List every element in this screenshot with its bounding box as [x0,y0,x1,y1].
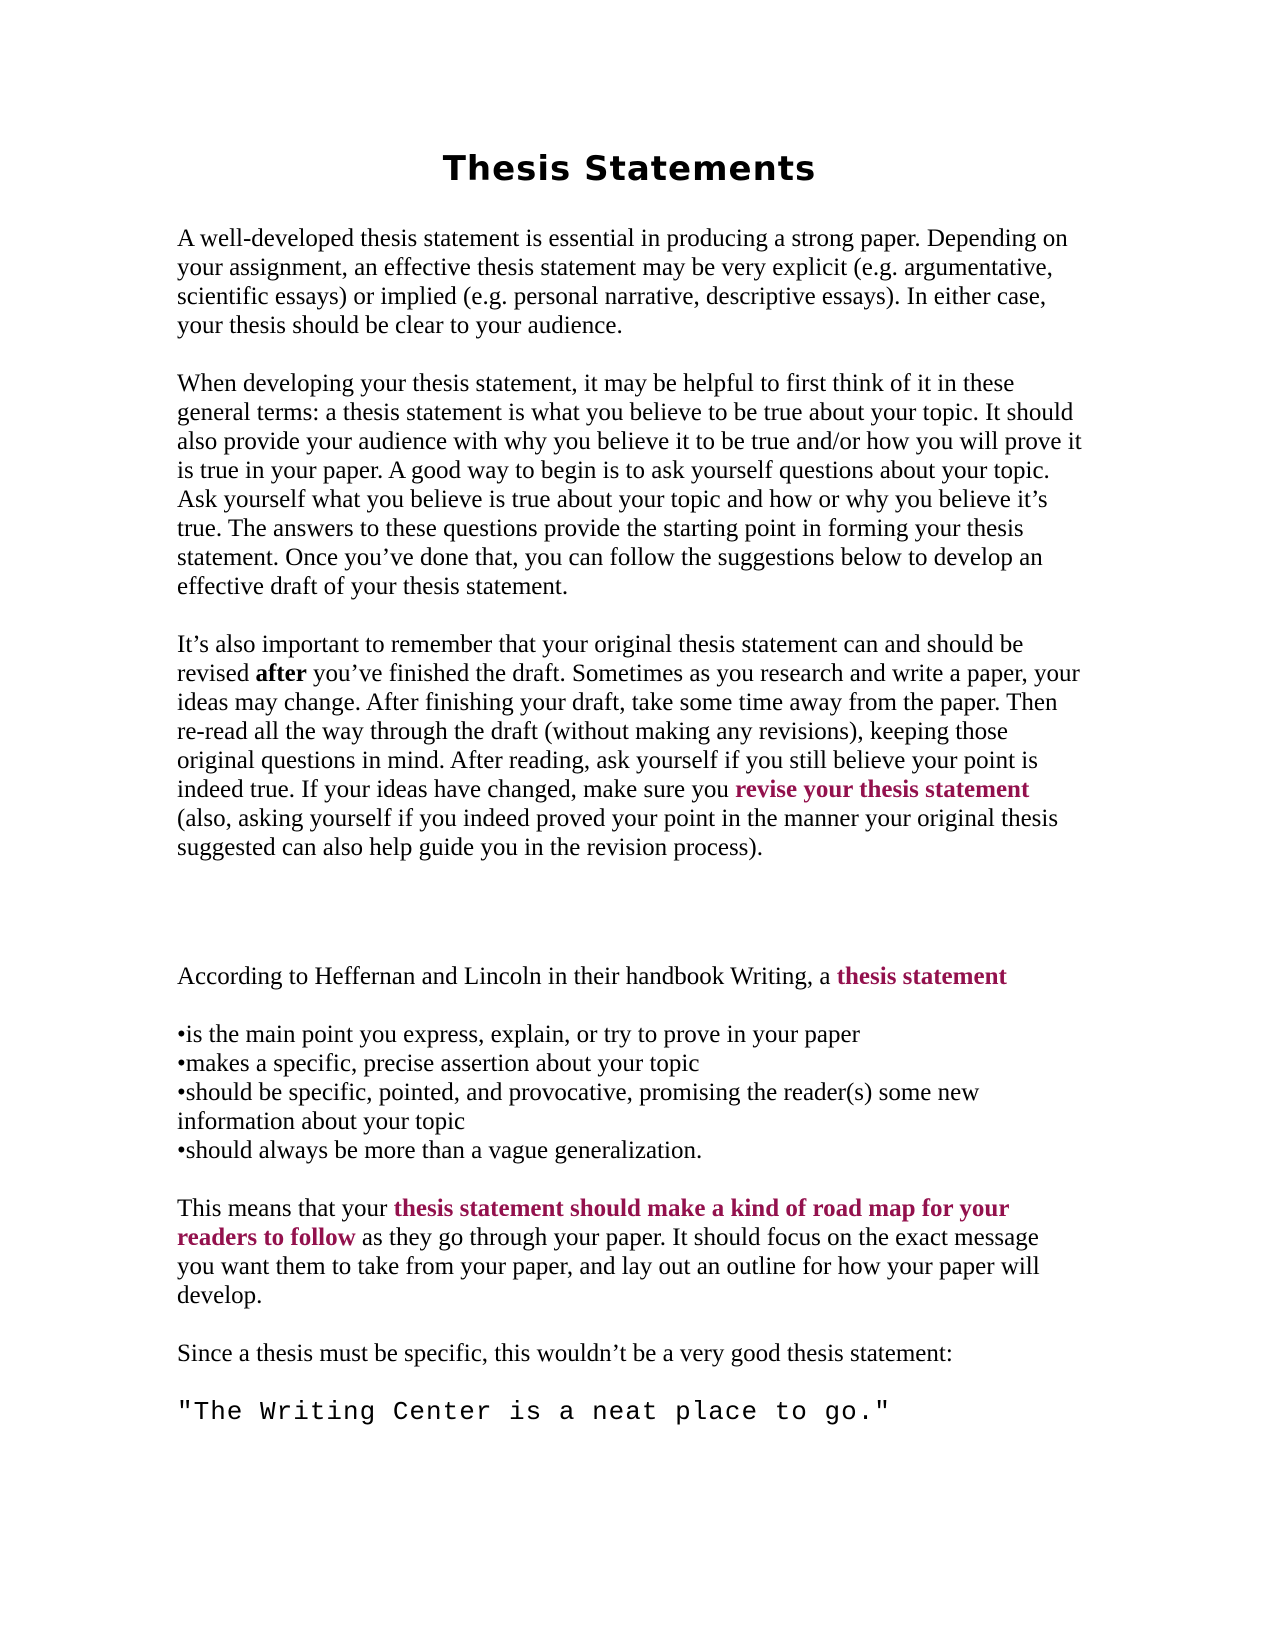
bullet-item: •should always be more than a vague generalization. [177,1137,703,1164]
page-title: Thesis Statements [442,149,817,189]
paragraph-intro: A well-developed thesis statement is essential in producing a strong paper. Depending on your assignment, an effective thesis statement may be very explicit (e.g. argumentative, scientific essays) or implied (e.g. personal narrative, descriptive essays). In either case, your thesis should be clear to your audience. [177,225,1068,339]
document-content [177,0,1082,1428]
paragraph-developing: When developing your thesis statement, it may be helpful to first think of it in these general terms: a thesis statement is what you believe to be true about your topic. It should also provide your audience with why you believe it to be true and/or how you will prove it is true in your paper. A good way to begin is to ask yourself questions about your topic. Ask yourself what you believe is true about your topic and how or why you believe it’s true. The answers to these questions provide the starting point in forming your thesis statement. Once you’ve done that, you can follow the suggestions below to develop an effective draft of your thesis statement. [177,370,1082,600]
line-heffernan: According to Heffernan and Lincoln in their handbook Writing, a thesis statement [177,963,1007,990]
paragraph-revision: It’s also important to remember that your original thesis statement can and should be revised after you’ve finished the draft. Sometimes as you research and write a paper, your ideas may change. After finishing your draft, take some time away from the paper. Then re-read all the way through the draft (without making any revisions), keeping those original questions in mind. After reading, ask yourself if you still believe your point is indeed true. If your ideas have changed, make sure you revise your thesis statement (also, asking yourself if you indeed proved your point in the manner your original thesis suggested can also help guide you in the revision process). [177,631,1080,861]
bullet-item: •makes a specific, precise assertion about your topic [177,1050,700,1077]
line-since: Since a thesis must be specific, this wouldn’t be a very good thesis statement: [177,1340,953,1367]
bullet-item: •should be specific, pointed, and provocative, promising the reader(s) some new information about your topic [177,1079,980,1135]
example-quote: "The Writing Center is a neat place to go." [177,1397,891,1427]
bullet-list [177,1020,1082,1165]
bullet-item: •is the main point you express, explain, or try to prove in your paper [177,1021,860,1048]
paragraph-roadmap: This means that your thesis statement should make a kind of road map for your readers to follow as they go through your paper. It should focus on the exact message you want them to take from your paper, and lay out an outline for how your paper will develop. [177,1195,1040,1309]
